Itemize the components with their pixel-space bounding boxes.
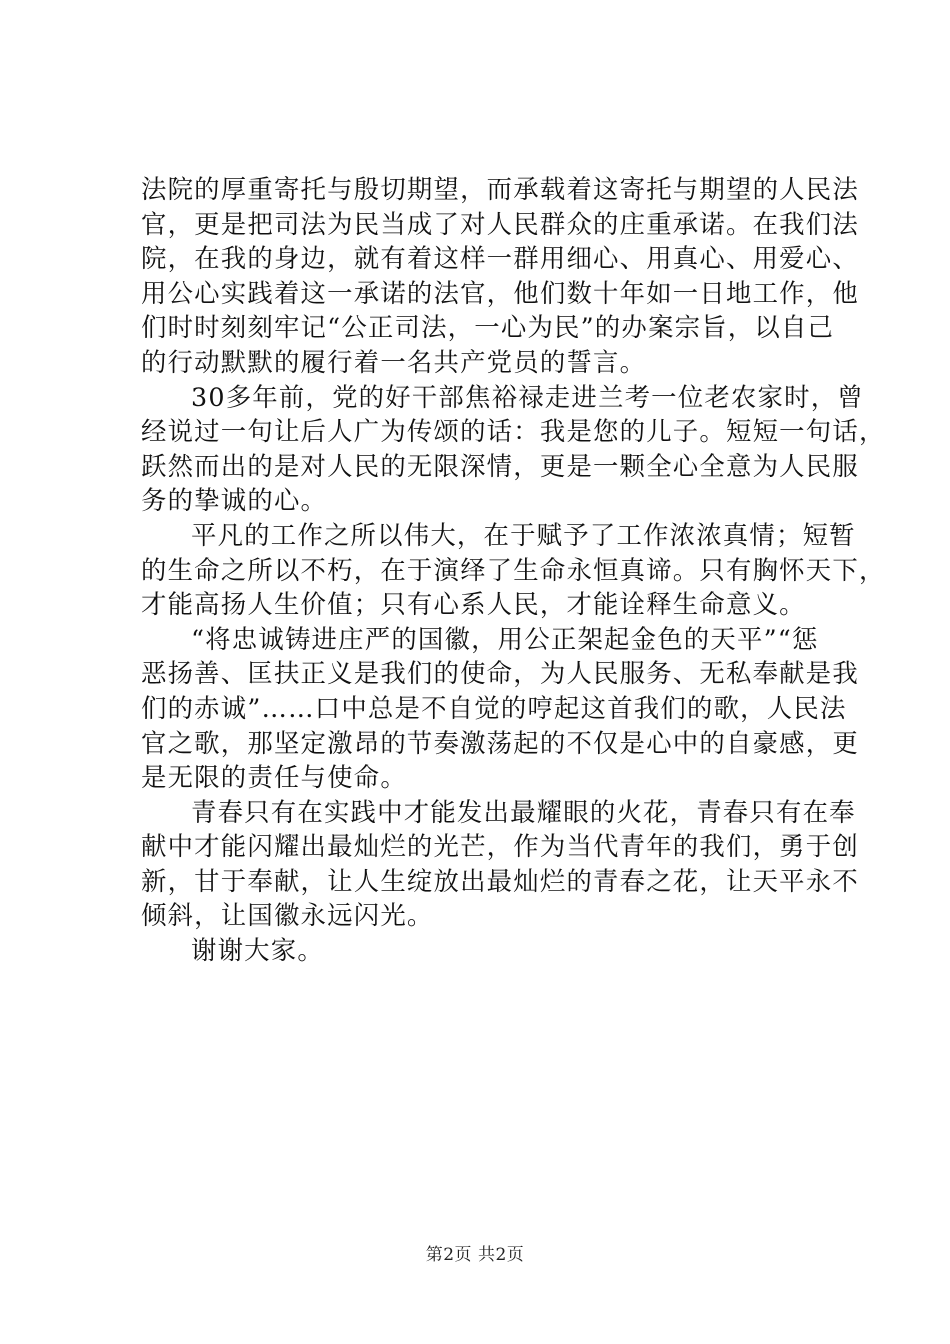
text-line: 官之歌，那坚定激昂的节奏激荡起的不仅是心中的自豪感，更 bbox=[141, 727, 859, 758]
text-line: 平凡的工作之所以伟大，在于赋予了工作浓浓真情；短暂 bbox=[191, 519, 856, 550]
text-line: 恶扬善、匡扶正义是我们的使命，为人民服务、无私奉献是我 bbox=[141, 658, 859, 689]
text-line: 院，在我的身边，就有着这样一群用细心、用真心、用爱心、 bbox=[141, 243, 859, 274]
text-line: 用公心实践着这一承诺的法官，他们数十年如一日地工作，他 bbox=[141, 277, 859, 308]
text-line: 的行动默默的履行着一名共产党员的誓言。 bbox=[141, 346, 647, 377]
text-line: 倾斜，让国徽永远闪光。 bbox=[141, 900, 434, 931]
text-line: 献中才能闪耀出最灿烂的光芒，作为当代青年的我们，勇于创 bbox=[141, 831, 859, 862]
text-line: 新，甘于奉献，让人生绽放出最灿烂的青春之花，让天平永不 bbox=[141, 865, 859, 896]
page-footer: 第2页 共2页 bbox=[425, 1245, 525, 1265]
text-line: 们的赤诚”……口中总是不自觉的哼起这首我们的歌，人民法 bbox=[141, 692, 847, 723]
text-line: 经说过一句让后人广为传颂的话：我是您的儿子。短短一句话， bbox=[141, 416, 886, 447]
text-line: 的生命之所以不朽，在于演绎了生命永恒真谛。只有胸怀天下， bbox=[141, 554, 886, 585]
text-line: 谢谢大家。 bbox=[191, 935, 324, 966]
text-line: 30多年前，党的好干部焦裕禄走进兰考一位老农家时，曾 bbox=[191, 381, 864, 412]
text-line: 青春只有在实践中才能发出最耀眼的火花，青春只有在奉 bbox=[191, 796, 856, 827]
text-line: 才能高扬人生价值；只有心系人民，才能诠释生命意义。 bbox=[141, 589, 806, 620]
text-line: 官，更是把司法为民当成了对人民群众的庄重承诺。在我们法 bbox=[141, 208, 859, 239]
text-line: “将忠诚铸进庄严的国徽，用公正架起金色的天平”“惩 bbox=[191, 623, 819, 654]
document-body bbox=[141, 172, 886, 968]
text-line: 务的挚诚的心。 bbox=[141, 485, 328, 516]
text-line: 跃然而出的是对人民的无限深情，更是一颗全心全意为人民服 bbox=[141, 450, 859, 481]
text-line: 法院的厚重寄托与殷切期望，而承载着这寄托与期望的人民法 bbox=[141, 174, 859, 204]
text-line: 是无限的责任与使命。 bbox=[141, 762, 407, 793]
text-line: 们时时刻刻牢记“公正司法，一心为民”的办案宗旨，以自己 bbox=[141, 312, 835, 343]
